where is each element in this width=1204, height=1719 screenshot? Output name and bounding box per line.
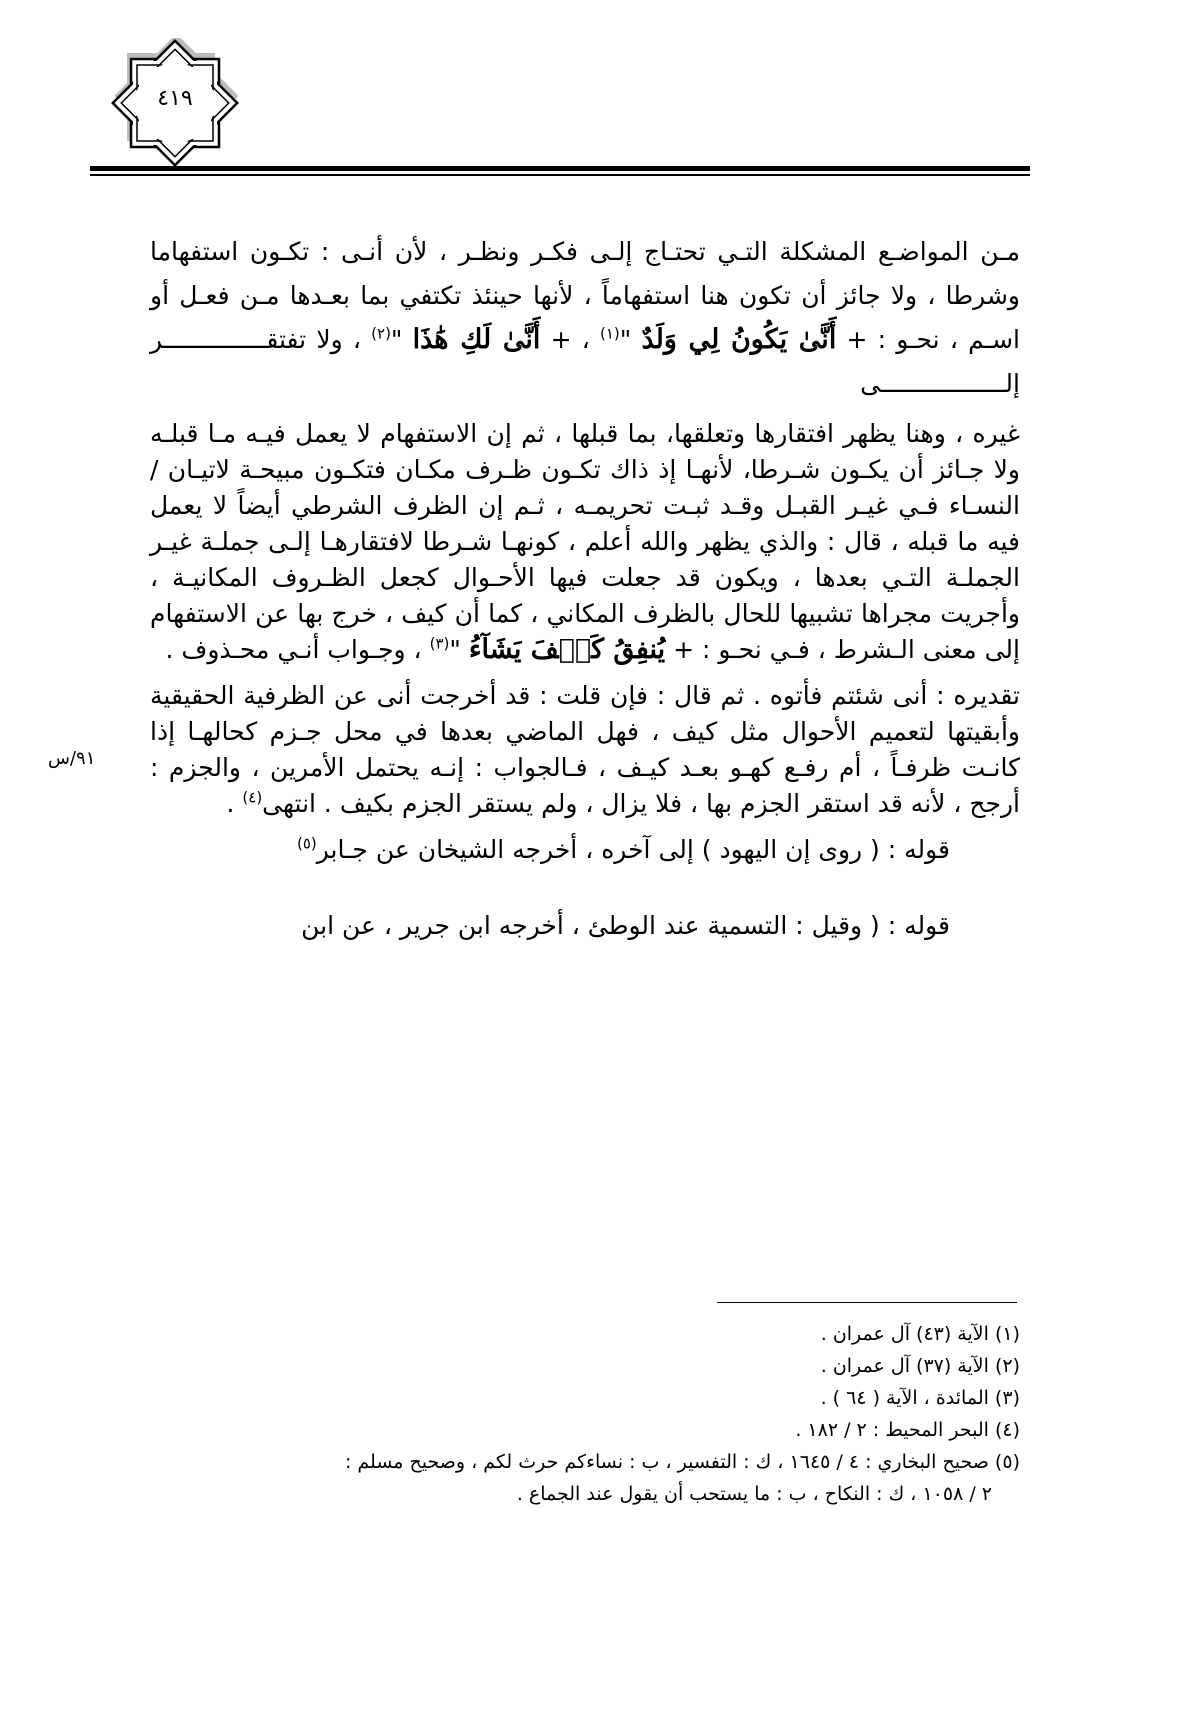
paragraph-1-mid: ، + xyxy=(550,325,590,354)
footnote-ref-2: (٢) xyxy=(371,324,391,343)
footnote-5: (٥) صحيح البخاري : ٤ / ١٦٤٥ ، ك : التفسير ، ب : نساءكم حرث لكم ، وصحيح مسلم : xyxy=(344,1451,1020,1473)
header-rule-thick xyxy=(90,166,1030,171)
header-rule-thin xyxy=(90,174,1030,176)
main-text xyxy=(150,230,1020,954)
paragraph-5-text: قوله : ( وقيل : التسمية عند الوطئ ، أخرجه ابن جرير ، عن ابن xyxy=(301,911,950,940)
page-number-ornament xyxy=(100,38,250,168)
paragraph-3 xyxy=(150,678,1020,822)
paragraph-3-text: تقديره : أنى شئتم فأتوه . ثم قال : فإن قلت : قد أخرجت أنى عن الظرفية الحقيقية وأبقيتها لتعميم الأحوال مثل كيف ، فهل الماضي بعدها في محل جـزم كحالهـا إذا كانـت ظرفـاً ، أم رفـع كهـو بعـد كيـف ، فـالجواب : إنـه يحتمل الأمرين ، والجزم : أرجح ، لأنه قد استقر الجزم بها ، فلا يزال ، ولم يستقر الجزم بكيف . انتهى xyxy=(150,681,1020,818)
paragraph-4 xyxy=(150,832,1020,868)
footnote-4: (٤) البحر المحيط : ٢ / ١٨٢ . xyxy=(795,1419,1020,1441)
page-number: ٤١٩ xyxy=(157,86,193,111)
footnote-3: (٣) المائدة ، الآية ( ٦٤ ) . xyxy=(820,1387,1020,1409)
paragraph-5 xyxy=(150,908,1020,944)
paragraph-2-end: ، وجـواب أنـي محـذوف . xyxy=(165,635,422,664)
footnote-1: (١) الآية (٤٣) آل عمران . xyxy=(820,1323,1020,1345)
quran-quote-2: أَنَّىٰ لَكِ هَٰذَا xyxy=(412,324,541,355)
quran-quote-1: أَنَّىٰ يَكُونُ لِي وَلَدٌ xyxy=(641,324,837,355)
paragraph-4-text: قوله : ( روى إن اليهود ) إلى آخره ، أخرجه الشيخان عن جـابر xyxy=(316,835,950,864)
footnote-ref-1: (١) xyxy=(599,324,620,343)
paragraph-1-text: مـن المواضـع المشكلة التـي تحتـاج إلـى فكـر ونظـر ، لأن أنـى : تكـون استفهاما وشرطا ، ولا جائز أن تكون هنا استفهاماً ، لأنها حينئذ تكتفي بما بعـدها مـن فعـل أو اسـم ، نحـو : + xyxy=(150,237,1020,354)
footnote-ref-4: (٤) xyxy=(242,788,263,807)
footnote-ref-3: (٣) xyxy=(429,634,450,653)
paragraph-2-text: غيره ، وهنا يظهر افتقارها وتعلقها، بما قبلها ، ثم إن الاستفهام لا يعمل فيـه مـا قبلـه ولا جـائز أن يكـون شـرطا، لأنهـا إذ ذاك تكـون ظـرف مكـان فتكـون مبيحـة لاتيـان / النسـاء فـي غيـر القبـل وقـد ثبـت تحريمـه ، ثـم إن الظرف الشرطي أيضاً لا يعمل فيه ما قبله ، قال : والذي يظهر والله أعلم ، كونهـا شـرطا لافتقارهـا إلـى جملـة غيـر الجملـة التـي بعدها ، ويكون قد جعلت فيها الأحـوال كجعل الظـروف المكانيـة ، وأجريت مجراها تشبيها للحال بالظرف المكاني ، كما أن كيف ، خرج بها عن الاستفهام إلى معنى الـشرط ، فـي نحـو : + xyxy=(150,419,1020,664)
paragraph-2: غيره ، وهنا يظهر افتقارها وتعلقها، بما قبلها ، ثم إن الاستفهام لا يعمل فيـه مـا قبلـه ولا جـائز أن يكـون شـرطا، لأنهـا إذ ذاك تكـون ظـرف مكـان فتكـون مبيحـة لاتيـان / النسـاء فـي غيـر القبـل وقـد ثبـت تحريمـه ، ثـم إن الظرف الشرطي أيضاً لا يعمل فيه ما قبله ، قال : والذي يظهر والله أعلم ، كونهـا شـرطا لافتقارهـا إلـى جملـة غيـر الجملـة التـي بعدها ، ويكون قد جعلت فيها الأحـوال كجعل الظـروف المكانيـة ، وأجريت مجراها تشبيها للحال بالظرف المكاني ، كما أن كيف ، خرج بها عن الاستفهام إلى معنى الـشرط ، فـي نحـو : + يُنفِقُ كَيۡفَ يَشَآءُ "$^{(٣)}$ ، وجـواب أنـي محـذوف . xyxy=(150,419,1020,665)
footnotes xyxy=(150,1318,1020,1510)
footnote-separator xyxy=(717,1302,1017,1303)
quran-quote-3: يُنفِقُ كَيۡفَ يَشَآءُ xyxy=(468,634,666,665)
footnote-2: (٢) الآية (٣٧) آل عمران . xyxy=(820,1355,1020,1377)
paragraph-1-end: ، ولا تفتقــــــــــــــر إلـــــــــــــــــى xyxy=(150,325,1020,398)
footnote-5-continued: ٢ / ١٠٥٨ ، ك : النكاح ، ب : ما يستحب أن يقول عند الجماع . xyxy=(516,1483,992,1505)
paragraph-3-end: . xyxy=(226,789,243,818)
margin-note: ٩١/س xyxy=(48,748,96,769)
footnote-ref-5: (٥) xyxy=(296,834,317,853)
paragraph-1: مـن المواضـع المشكلة التـي تحتـاج إلـى فكـر ونظـر ، لأن أنـى : تكـون استفهاما وشرطا ، ولا جائز أن تكون هنا استفهاماً ، لأنها حينئذ تكتفي بما بعـدها مـن فعـل أو اسـم ، نحـو : + أَنَّىٰ يَكُونُ لِي وَلَدٌ "$^{(١)}$ ، + أَنَّىٰ لَكِ هَٰذَا "$^{(٢)}$ ، ولا تفتقــــــــــــــر إلـــــــــــــــــى xyxy=(150,237,1020,398)
